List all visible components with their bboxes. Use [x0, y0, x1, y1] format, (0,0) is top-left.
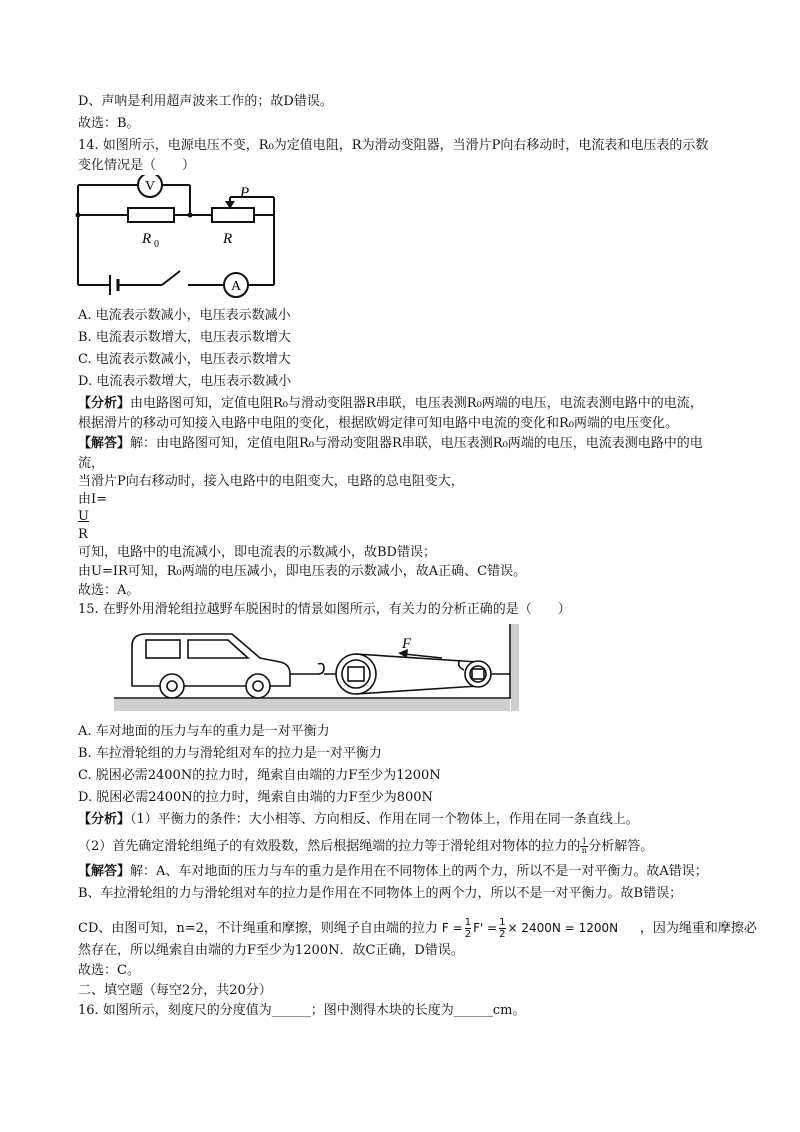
- option-a: A. 车对地面的压力与车的重力是一对平衡力: [78, 724, 330, 739]
- question-15: 15. 在野外用滑轮组拉越野车脱困时的情景如图所示，有关力的分析正确的是（ ）: [78, 602, 571, 617]
- option-d: D. 电流表示数增大，电压表示数减小: [78, 374, 292, 389]
- question-14-cont: 变化情况是（ ）: [78, 158, 196, 173]
- analysis-15-cont: （2）首先确定滑轮组绳子的有效股数，然后根据绳端的拉力等于滑轮组对物体的拉力的 $\frac{1}{n}$ 分析解答。: [78, 837, 654, 855]
- question-14: 14. 如图所示，电源电压不变，R₀为定值电阻，R为滑动变阻器，当滑片P向右移动时，电流表和电压表的示数: [78, 138, 709, 153]
- analysis-tag: 【分析】: [78, 812, 131, 827]
- text-line: 故选：B。: [78, 116, 140, 131]
- answer-15-line: 故选：C。: [78, 963, 140, 978]
- p-label: P: [240, 185, 250, 201]
- r0-label: R: [142, 231, 152, 247]
- voltmeter-label: V: [144, 179, 156, 194]
- answer-tag: 【解答】: [78, 436, 131, 451]
- answer-tag: 【解答】: [78, 864, 131, 879]
- section-heading: 二、填空题（每空2分，共20分）: [78, 983, 272, 998]
- answer-14-line: 由I=: [78, 492, 108, 507]
- ammeter-label: A: [230, 279, 242, 294]
- text-line: D、声呐是利用超声波来工作的；故D错误。: [78, 94, 333, 109]
- frac-top: 1: [581, 837, 587, 846]
- option-c: C. 脱困必需2400N的拉力时，绳索自由端的力F至少为1200N: [78, 768, 441, 783]
- analysis-14-cont: 根据滑片的移动可知接入电路中电阻的变化，根据欧姆定律可知电路中电流的变化和R₀两端的电压变化。: [78, 416, 679, 431]
- answer-14-line: 当滑片P向右移动时，接入电路中的电阻变大，电路的总电阻变大，: [78, 474, 464, 489]
- option-c: C. 电流表示数减小，电压表示数增大: [78, 352, 291, 367]
- fraction-denominator: R: [78, 527, 88, 542]
- answer-14-line: 可知，电路中的电流减小，即电流表的示数减小，故BD错误；: [78, 545, 436, 560]
- answer-15-line: CD、由图可知，n=2，不计绳重和摩擦，则绳子自由端的拉力 F = $\frac{1}{2}$ F' = $\frac{1}{2}$ × 2400N = 1200N ，因为绳重和摩擦必: [78, 917, 757, 940]
- option-b: B. 车拉滑轮组的力与滑轮组对车的拉力是一对平衡力: [78, 746, 382, 761]
- analysis-15: 【分析】（1）平衡力的条件：大小相等、方向相反、作用在同一个物体上，作用在同一条直线上。: [78, 812, 639, 827]
- answer-14-cont: 流，: [78, 456, 105, 471]
- option-d: D. 脱困必需2400N的拉力时，绳索自由端的力F至少为800N: [78, 790, 433, 805]
- pulley-formula: F = $\frac{1}{2}$ F' = $\frac{1}{2}$ × 2400N = 1200N: [441, 917, 619, 940]
- force-label: F: [402, 636, 412, 652]
- frac-bot: n: [581, 846, 587, 855]
- option-a: A. 电流表示数减小，电压表示数减小: [78, 308, 291, 323]
- analysis-14: 【分析】由电路图可知，定值电阻R₀与滑动变阻器R串联，电压表测R₀两端的电压，电流表测电路中的电流，: [78, 396, 703, 411]
- r-label: R: [223, 231, 233, 247]
- circuit-diagram: [70, 175, 280, 300]
- answer-15-line: B、车拉滑轮组的力与滑轮组对车的拉力是作用在不同物体上的两个力，所以不是一对平衡力。故B错误；: [78, 886, 683, 901]
- answer-15: 【解答】解：A、车对地面的压力与车的重力是作用在不同物体上的两个力，所以不是一对平衡力。故A错误；: [78, 864, 708, 879]
- answer-14-line: 故选：A。: [78, 583, 140, 598]
- answer-14: 【解答】解：由电路图可知，定值电阻R₀与滑动变阻器R串联，电压表测R₀两端的电压，电流表测电路中的电: [78, 436, 703, 451]
- question-16: 16. 如图所示，刻度尺的分度值为______；图中测得木块的长度为______cm。: [78, 1003, 526, 1018]
- fraction-numerator: U: [78, 509, 89, 524]
- answer-14-line: 由U=IR可知，R₀两端的电压减小，即电压表的示数减小，故A正确、C错误。: [78, 564, 527, 579]
- r0-subscript: 0: [154, 239, 159, 250]
- answer-15-line: 然存在，所以绳索自由端的力F至少为1200N．故C正确，D错误。: [78, 943, 464, 958]
- option-b: B. 电流表示数增大，电压表示数增大: [78, 330, 291, 345]
- analysis-tag: 【分析】: [78, 396, 131, 411]
- pulley-diagram: [112, 620, 522, 720]
